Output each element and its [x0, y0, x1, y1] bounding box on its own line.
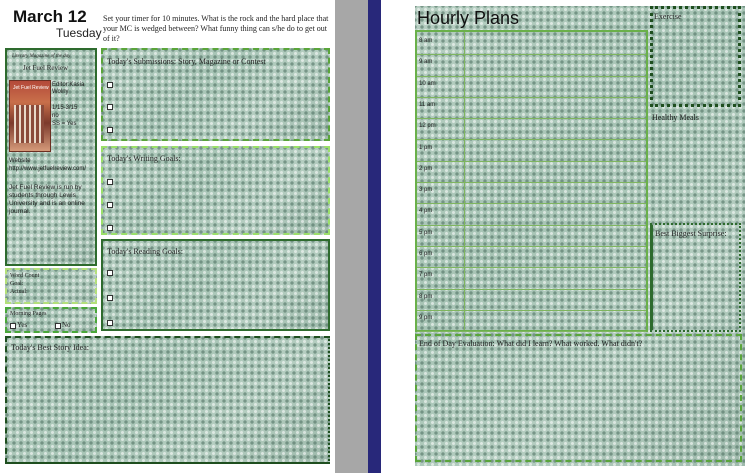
hour-label: 5 pm	[419, 229, 433, 236]
hour-label: 8 pm	[419, 293, 433, 300]
hour-label: 9 am	[419, 59, 433, 66]
reading-goal-checkbox-1[interactable]	[107, 270, 113, 276]
hour-label: 7 pm	[419, 272, 433, 279]
reading-goal-checkbox-3[interactable]	[107, 320, 113, 326]
hour-row[interactable]	[417, 204, 646, 225]
magazine-ss: SS = Yes	[52, 121, 77, 127]
right-page	[381, 0, 750, 473]
writing-goals-box	[101, 146, 330, 235]
page-gutter	[335, 0, 381, 473]
left-page	[0, 0, 335, 473]
hour-row[interactable]	[417, 77, 646, 98]
healthy-meals-box	[650, 109, 741, 221]
website-link[interactable]: http://www.jetfuelreview.com/	[9, 166, 87, 172]
submission-checkbox-1[interactable]	[107, 82, 113, 88]
hour-row[interactable]	[417, 162, 646, 183]
reading-goals-title: Today's Reading Goals:	[107, 247, 183, 256]
hour-label: 6 pm	[419, 251, 433, 257]
writing-goal-checkbox-1[interactable]	[107, 179, 113, 185]
hour-label: 10 am	[419, 80, 436, 87]
hour-row[interactable]	[417, 311, 646, 332]
exercise-box	[650, 6, 741, 107]
hour-label: 2 pm	[419, 165, 433, 172]
website-label: Website	[9, 158, 31, 164]
hourly-plans-title: Hourly Plans	[417, 8, 520, 28]
magazine-editor: Editor:Kasia Wolny	[52, 82, 85, 95]
writing-prompt: Set your timer for 10 minutes. What is the rock and the hard place that your MC is wedged between? What funny thing can s/he do to get out of it?	[103, 14, 329, 43]
writing-goal-checkbox-2[interactable]	[107, 202, 113, 208]
morning-pages-box	[5, 307, 97, 333]
magazine-dates: 1/15-3/15	[52, 105, 78, 111]
evaluation-box	[415, 334, 742, 462]
submissions-title: Today's Submissions: Story, Magazine or Contest	[107, 57, 266, 66]
cover-text: Jet Fuel Review	[13, 85, 49, 91]
surprise-box	[650, 223, 741, 332]
morning-pages-yes-checkbox[interactable]	[10, 323, 16, 329]
word-count-title: Word Count	[10, 273, 40, 279]
magazine-rights: no	[52, 113, 59, 119]
morning-pages-no-label: No	[62, 321, 71, 329]
story-idea-title: Today's Best Story Idea:	[11, 343, 89, 352]
exercise-title: Exercise	[654, 12, 682, 21]
submission-checkbox-3[interactable]	[107, 127, 113, 133]
magazine-name: Jet Fuel Review	[23, 64, 69, 72]
hour-label: 4 pm	[419, 208, 433, 215]
hour-row[interactable]	[417, 268, 646, 289]
story-idea-box	[5, 336, 330, 464]
hourly-table	[415, 30, 648, 332]
word-count-goal: Goal:	[10, 281, 24, 287]
submission-checkbox-2[interactable]	[107, 104, 113, 110]
word-count-box	[5, 268, 97, 304]
morning-pages-yes-label: Yes	[17, 321, 28, 329]
hour-row[interactable]	[417, 55, 646, 76]
magazine-heading: Literary Magazine of the day	[12, 54, 71, 59]
healthy-meals-title: Healthy Meals	[652, 113, 699, 122]
date-title: March 12	[13, 7, 87, 26]
hour-label: 8 am	[419, 38, 433, 44]
reading-goals-box	[101, 239, 330, 331]
morning-pages-no-checkbox[interactable]	[55, 323, 61, 329]
magazine-cover-image	[9, 80, 51, 152]
hour-row[interactable]	[417, 34, 646, 55]
word-count-actual: Actual:	[10, 289, 28, 295]
hour-row[interactable]	[417, 98, 646, 119]
hour-label: 1 pm	[419, 144, 433, 151]
hour-row[interactable]	[417, 290, 646, 311]
hour-row[interactable]	[417, 141, 646, 162]
evaluation-title: End of Day Evaluation: What did I learn? What worked. What didn't?	[419, 339, 643, 348]
hour-row[interactable]	[417, 183, 646, 204]
weekday-label: Tuesday	[56, 26, 102, 40]
hour-row[interactable]	[417, 247, 646, 268]
reading-goal-checkbox-2[interactable]	[107, 295, 113, 301]
cover-image-stripes	[14, 105, 44, 143]
hour-label: 11 am	[419, 101, 436, 108]
hour-label: 3 pm	[419, 187, 433, 194]
hour-label: 12 pm	[419, 123, 436, 130]
page-edge	[368, 0, 381, 473]
magazine-box	[5, 48, 97, 266]
writing-goal-checkbox-3[interactable]	[107, 225, 113, 231]
magazine-description: Jet Fuel Review is run by students through Lewis University and is an online journal.	[9, 184, 85, 215]
surprise-title: Best Biggest Surprise:	[655, 229, 727, 238]
hour-row[interactable]	[417, 119, 646, 140]
writing-goals-title: Today's Writing Goals:	[107, 154, 181, 163]
hour-label: 9 pm	[419, 314, 433, 321]
morning-pages-title: Morning Pages	[10, 311, 47, 317]
hour-row[interactable]	[417, 226, 646, 247]
submissions-box	[101, 48, 330, 141]
